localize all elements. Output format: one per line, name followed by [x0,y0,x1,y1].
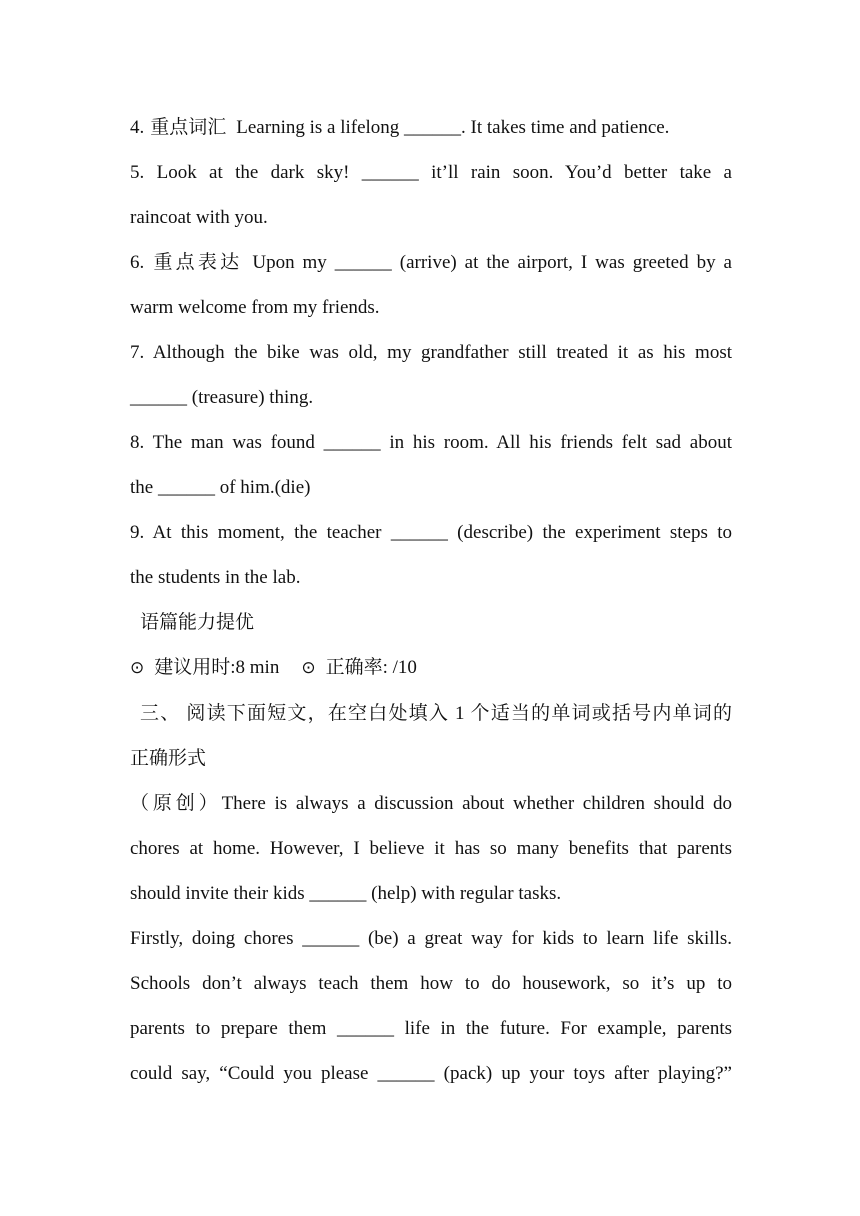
part-3-instruction-line-1: 三、 阅读下面短文，在空白处填入 1 个适当的单词或括号内单词的 [140,703,732,724]
key-vocab-tag: 重点词汇 [150,117,227,138]
part-3-instruction-line-2: 正确形式 [130,748,207,769]
clock-icon: ⊙ [301,658,316,678]
question-7-line-1: 7. Although the bike was old, my grandfather still treated it as his most [130,342,732,363]
suggested-time: 建议用时:8 min [154,657,280,678]
question-9-line-2: the students in the lab. [130,567,301,588]
passage-line: （原创）There is always a discussion about whether children should do [130,793,732,814]
clock-icon: ⊙ [130,658,145,678]
question-9-line-1: 9. At this moment, the teacher ______ (describe) the experiment steps to [130,522,732,543]
question-6 [130,240,732,285]
passage-line: should invite their kids ______ (help) with regular tasks. [130,883,562,904]
question-8-line-1: 8. The man was found ______ in his room. All his friends felt sad about [130,432,732,453]
passage-line: could say, “Could you please ______ (pack) up your toys after playing?” [130,1063,732,1084]
passage-line: Schools don’t always teach them how to do housework, so it’s up to [130,973,732,994]
worksheet-content [130,105,732,1096]
question-5-line-1: 5. Look at the dark sky! ______ it’ll rain soon. You’d better take a [130,162,732,183]
question-4 [130,105,732,150]
question-number: 6. [130,252,145,273]
question-text: Learning is a lifelong ______. It takes time and patience. [236,117,670,138]
question-7-line-2: ______ (treasure) thing. [130,387,314,408]
question-number: 4. [130,117,145,138]
accuracy-label: 正确率: /10 [325,657,417,678]
question-6-line-2: warm welcome from my friends. [130,297,380,318]
passage-line: parents to prepare them ______ life in the future. For example, parents [130,1018,732,1039]
passage-line: Firstly, doing chores ______ (be) a great way for kids to learn life skills. [130,928,732,949]
question-8-line-2: the ______ of him.(die) [130,477,311,498]
question-5-line-2: raincoat with you. [130,207,268,228]
section-heading: 语篇能力提优 [140,612,255,633]
passage-line: chores at home. However, I believe it has so many benefits that parents [130,838,732,859]
time-accuracy-meta [130,645,732,691]
key-expression-tag: 重点表达 [150,252,243,273]
question-text: Upon my ______ (arrive) at the airport, I was greeted by a [252,252,732,273]
